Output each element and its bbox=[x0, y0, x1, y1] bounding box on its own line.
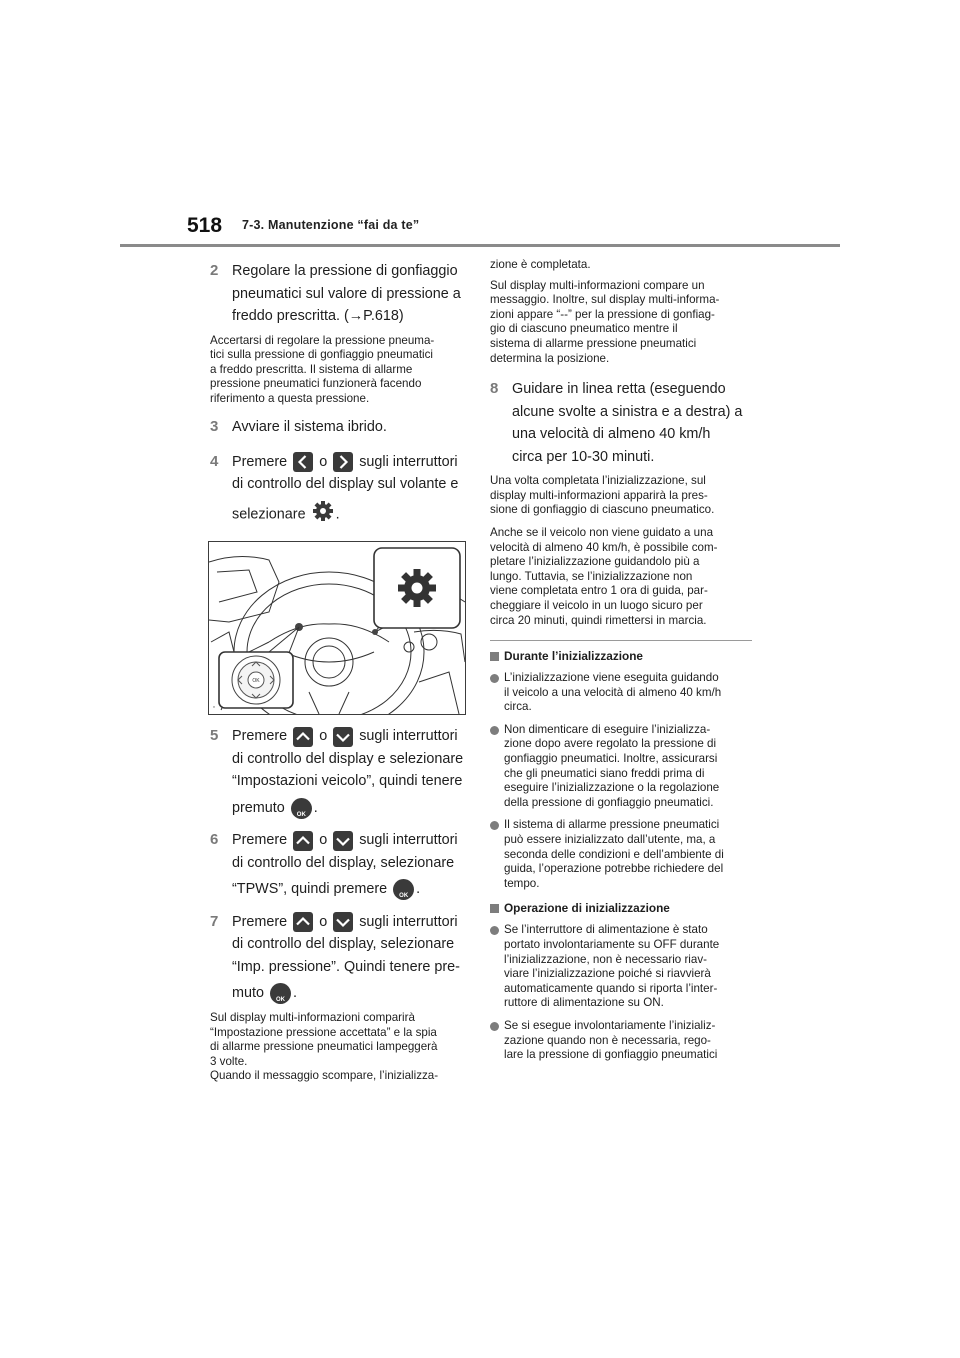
step-text-line: freddo prescritta. (→P.618) bbox=[232, 308, 404, 324]
bullet-line: tempo. bbox=[504, 876, 540, 890]
step-text: Premere bbox=[232, 453, 288, 470]
step-text-line: di controllo del display sul volante e bbox=[232, 476, 459, 493]
left-column bbox=[210, 256, 468, 1094]
bullet-dot-icon bbox=[490, 926, 499, 935]
chevron-up-icon bbox=[293, 727, 313, 747]
bullet-line: L’inizializzazione viene eseguita guidando bbox=[504, 671, 719, 685]
note-line: circa 20 minuti, quindi rimettersi in marcia. bbox=[490, 613, 707, 627]
section-heading-text: Operazione di inizializzazione bbox=[504, 901, 670, 916]
step-text-line: “Impostazioni veicolo”, quindi tenere bbox=[232, 773, 463, 790]
step-text-line: di controllo del display, selezionare bbox=[232, 854, 455, 871]
note-line: cheggiare il veicolo in un luogo sicuro per bbox=[490, 598, 703, 612]
bullet-line: può essere inizializzato dall’utente, ma, a bbox=[504, 833, 716, 847]
note-line: Anche se il veicolo non viene guidato a una bbox=[490, 525, 714, 539]
bullet-line: seconda delle condizioni e dell’ambiente di bbox=[504, 847, 724, 861]
bullet-item bbox=[490, 1019, 752, 1063]
note-line: zioni appare “--” per la pressione di gonfiag- bbox=[490, 307, 715, 321]
step-number: 5 bbox=[210, 727, 219, 745]
step-number: 3 bbox=[210, 418, 219, 436]
note-line: tici sulla pressione di gonfiaggio pneumatici bbox=[210, 348, 433, 362]
step-text: . bbox=[313, 799, 318, 816]
chevron-left-icon bbox=[293, 452, 313, 472]
step-number: 6 bbox=[210, 831, 219, 849]
step-number: 4 bbox=[210, 452, 219, 470]
step-2-note bbox=[210, 334, 468, 407]
bullet-dot-icon bbox=[490, 821, 499, 830]
ok-button-icon bbox=[291, 798, 312, 819]
note-line: gio di ciascuno pneumatico mentre il bbox=[490, 322, 678, 336]
section-title: 7-3. Manutenzione “fai da te” bbox=[242, 218, 420, 232]
chevron-up-icon bbox=[293, 831, 313, 851]
step-text: “TPWS”, quindi premere bbox=[232, 881, 388, 898]
step-text-line: circa per 10-30 minuti. bbox=[512, 448, 655, 465]
step-text: sugli interruttori bbox=[359, 728, 458, 745]
bullet-item bbox=[490, 923, 752, 1011]
step-text: Premere bbox=[232, 832, 288, 849]
step-text: o bbox=[319, 453, 328, 470]
step-text-line: alcune svolte a sinistra e a destra) a bbox=[512, 403, 743, 420]
bullet-line: l’inizializzazione, non è necessario riav- bbox=[504, 952, 707, 966]
step-text: sugli interruttori bbox=[359, 832, 458, 849]
step-text-line: di controllo del display e selezionare bbox=[232, 750, 464, 767]
step-4 bbox=[210, 451, 468, 530]
note-line: “Impostazione pressione accettata” e la spia bbox=[210, 1025, 437, 1039]
step-text: Premere bbox=[232, 913, 288, 930]
note-line: di allarme pressione pneumatici lampeggerà bbox=[210, 1040, 438, 1054]
ok-label: OK bbox=[296, 811, 306, 818]
note-line: determina la posizione. bbox=[490, 351, 610, 365]
step-text-line: Guidare in linea retta (eseguendo bbox=[512, 381, 726, 398]
note-line: pressione pneumatici funzionerà facendo bbox=[210, 377, 422, 391]
step-text: o bbox=[319, 728, 328, 745]
ok-button-icon bbox=[393, 879, 414, 900]
note-line: 3 volte. bbox=[210, 1054, 248, 1068]
step-8-note bbox=[490, 474, 752, 628]
step-5 bbox=[210, 725, 468, 819]
step-text-line: di controllo del display, selezionare bbox=[232, 936, 455, 953]
note-line: pletare l’inizializzazione guidandolo più a bbox=[490, 555, 700, 569]
chevron-down-icon bbox=[333, 727, 353, 747]
header-rule bbox=[120, 244, 840, 247]
note-line: messaggio. Inoltre, sul display multi-informa- bbox=[490, 293, 720, 307]
section-heading bbox=[490, 649, 752, 663]
bullet-line: portato involontariamente su OFF durante bbox=[504, 938, 720, 951]
step-number: 7 bbox=[210, 912, 219, 930]
section-divider bbox=[490, 640, 752, 641]
gear-icon bbox=[312, 500, 334, 530]
bullet-line: zione dopo avere regolato la pressione di bbox=[504, 737, 717, 751]
bullet-line: Non dimenticare di eseguire l’inizializza- bbox=[504, 722, 711, 736]
step-text-line: pneumatici sul valore di pressione a bbox=[232, 285, 461, 302]
bullet-item bbox=[490, 723, 752, 811]
step-text: premuto bbox=[232, 799, 285, 816]
bullet-line: zazione quando non è necessaria, rego- bbox=[504, 1033, 711, 1047]
ok-label: OK bbox=[252, 678, 260, 685]
step-number: 2 bbox=[210, 262, 219, 279]
note-line: velocità di almeno 40 km/h, è possibile com- bbox=[490, 540, 718, 554]
step-text: . bbox=[293, 985, 297, 1002]
step-text-line: Regolare la pressione di gonfiaggio bbox=[232, 263, 458, 279]
bullet-line: circa. bbox=[504, 700, 532, 714]
bullet-line: automaticamente quando si riporta l’inter- bbox=[504, 981, 718, 995]
bullet-line: il veicolo a una velocità di almeno 40 km/h bbox=[504, 685, 722, 699]
bullet-dot-icon bbox=[490, 1022, 499, 1031]
note-line: a freddo prescritta. Il sistema di allarme bbox=[210, 362, 413, 376]
note-line: Sul display multi-informazioni comparirà bbox=[210, 1010, 415, 1024]
step-text: muto bbox=[232, 985, 264, 1002]
note-line: lungo. Tuttavia, se l’inizializzazione non bbox=[490, 569, 693, 583]
note-line: Una volta completata l’inizializzazione, sul bbox=[490, 474, 706, 488]
ok-label: OK bbox=[276, 997, 285, 1004]
step-7-note bbox=[210, 1011, 468, 1084]
note-line: sistema di allarme pressione pneumatici bbox=[490, 336, 697, 350]
step-3 bbox=[210, 416, 468, 439]
step-text: Premere bbox=[232, 728, 288, 745]
step-text-line: una velocità di almeno 40 km/h bbox=[512, 426, 711, 443]
step-6 bbox=[210, 829, 468, 901]
chevron-up-icon bbox=[293, 912, 313, 932]
bullet-line: della pressione di gonfiaggio pneumatici. bbox=[504, 795, 714, 809]
section-heading-text: Durante l’inizializzazione bbox=[504, 649, 643, 664]
step-8 bbox=[490, 378, 752, 468]
bullet-line: lare la pressione di gonfiaggio pneumatici bbox=[504, 1048, 718, 1062]
steering-wheel-illustration bbox=[209, 542, 465, 714]
step-text: o bbox=[319, 832, 328, 849]
step-text: sugli interruttori bbox=[359, 913, 458, 930]
steering-wheel-figure bbox=[208, 541, 466, 715]
bullet-line: gonfiaggio pneumatici. Inoltre, assicurarsi bbox=[504, 752, 718, 766]
note-line: display multi-informazioni apparirà la pres- bbox=[490, 488, 708, 502]
bullet-line: Se si esegue involontariamente l’inizializ- bbox=[504, 1018, 716, 1032]
step-number: 8 bbox=[490, 380, 499, 398]
step-text: . bbox=[416, 881, 421, 898]
bullet-line: che gli pneumatici siano freddi prima di bbox=[504, 766, 705, 780]
ok-label: OK bbox=[399, 893, 409, 900]
step-text: sugli interruttori bbox=[359, 453, 458, 470]
note-line: riferimento a questa pressione. bbox=[210, 391, 370, 405]
page-number: 518 bbox=[187, 214, 223, 237]
bullet-line: guida, l’operazione potrebbe richiedere del bbox=[504, 862, 724, 876]
continued-note bbox=[490, 258, 752, 366]
bullet-dot-icon bbox=[490, 674, 499, 683]
note-line: sione di gonfiaggio di ciascuno pneumatico. bbox=[490, 503, 715, 517]
ok-button-icon bbox=[270, 983, 291, 1004]
square-bullet-icon bbox=[490, 652, 499, 661]
step-text-line: “Imp. pressione”. Quindi tenere pre- bbox=[232, 958, 460, 975]
bullet-line: Se l’interruttore di alimentazione è stato bbox=[504, 923, 708, 937]
bullet-item bbox=[490, 818, 752, 891]
chevron-right-icon bbox=[333, 452, 353, 472]
bullet-line: Il sistema di allarme pressione pneumatici bbox=[504, 818, 720, 832]
note-line: Accertarsi di regolare la pressione pneuma- bbox=[210, 333, 435, 347]
step-text: selezionare bbox=[232, 506, 306, 523]
note-line: Quando il messaggio scompare, l’inizializza- bbox=[210, 1069, 439, 1083]
note-line: Sul display multi-informazioni compare un bbox=[490, 278, 705, 292]
note-line: zione è completata. bbox=[490, 258, 591, 271]
bullet-line: viare l’inizializzazione poiché si riavvierà bbox=[504, 967, 711, 981]
square-bullet-icon bbox=[490, 904, 499, 913]
step-text: o bbox=[319, 913, 328, 930]
bullet-line: eseguire l’inizializzazione o la regolazione bbox=[504, 781, 720, 795]
section-heading bbox=[490, 901, 752, 915]
figure-code: * bbox=[213, 706, 215, 713]
right-column bbox=[490, 256, 752, 1071]
bullet-dot-icon bbox=[490, 726, 499, 735]
note-line: viene completata entro 1 ora di guida, par- bbox=[490, 584, 708, 598]
bullet-item bbox=[490, 671, 752, 715]
step-2 bbox=[210, 260, 468, 328]
step-7 bbox=[210, 911, 468, 1005]
chevron-down-icon bbox=[333, 912, 353, 932]
chevron-down-icon bbox=[333, 831, 353, 851]
step-text: . bbox=[335, 506, 340, 523]
bullet-line: ruttore di alimentazione su ON. bbox=[504, 996, 664, 1010]
step-text-line: Avviare il sistema ibrido. bbox=[232, 419, 387, 436]
